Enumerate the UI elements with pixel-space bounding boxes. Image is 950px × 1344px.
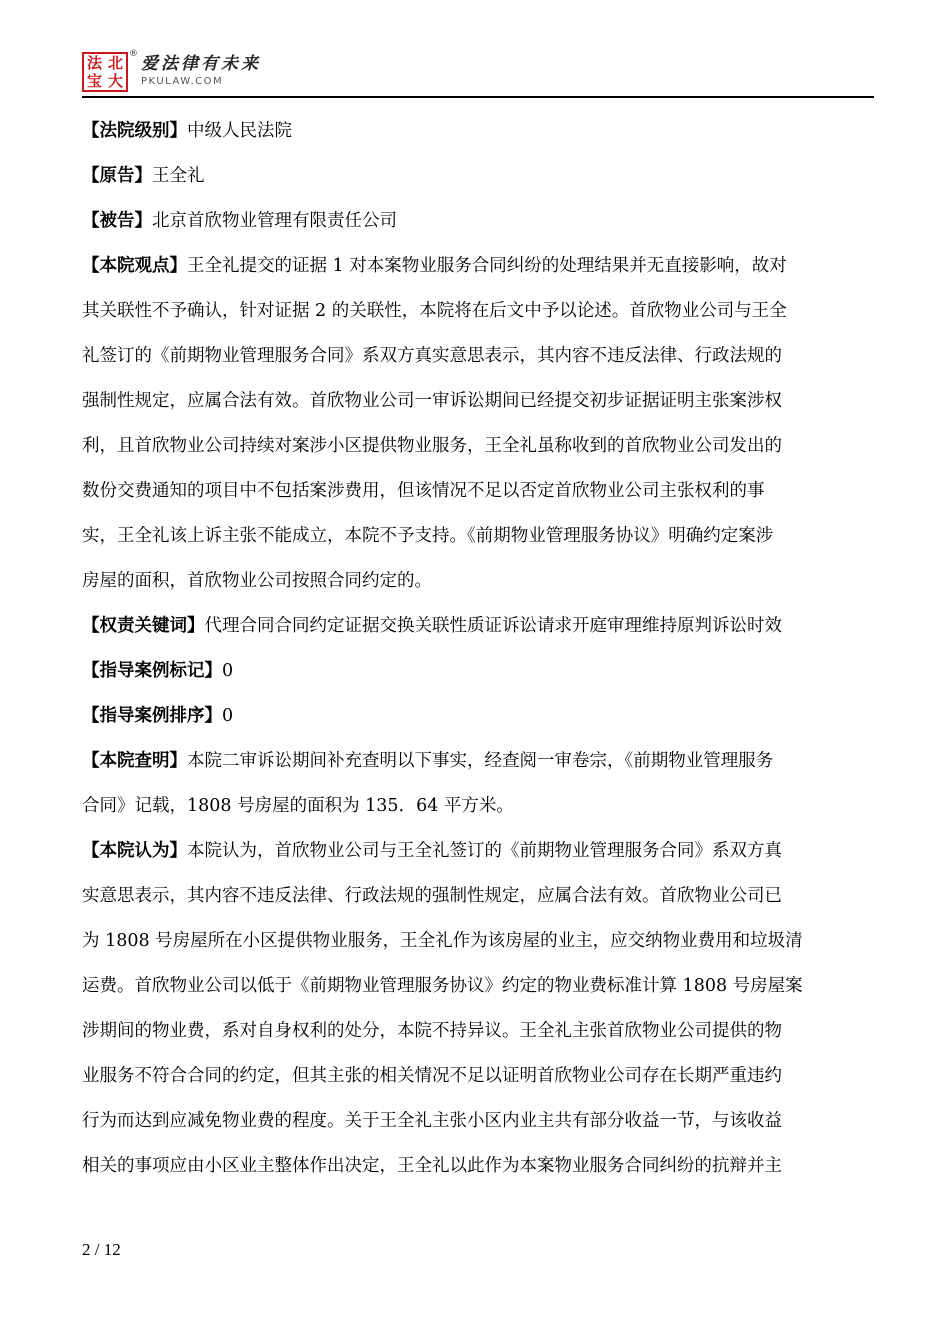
field-value: 数份交费通知的项目中不包括案涉费用，但该情况不足以否定首欣物业公司主张权利的事: [82, 481, 765, 501]
field-value: 礼签订的《前期物业管理服务合同》系双方真实意思表示，其内容不违反法律、行政法规的: [82, 346, 782, 366]
text-line: [82, 926, 878, 971]
field-label: 【权责关键词】: [82, 616, 205, 636]
field-label: 【原告】: [82, 166, 152, 186]
text-line: [82, 296, 878, 341]
seal-char: 大: [107, 72, 123, 90]
field-value: 0: [222, 661, 234, 681]
field-label: 【本院认为】: [82, 841, 187, 861]
text-line: [82, 1016, 878, 1061]
text-line: [82, 566, 878, 596]
registered-mark: ®: [129, 49, 138, 59]
field-value: 中级人民法院: [187, 121, 292, 141]
pkulaw-logo: [82, 49, 261, 92]
seal-char: 北: [107, 54, 123, 72]
text-line: [82, 1106, 878, 1151]
field-value: 行为而达到应减免物业费的程度。关于王全礼主张小区内业主共有部分收益一节，与该收益: [82, 1111, 782, 1131]
text-line: [82, 1061, 878, 1106]
brand-slogan: 爱法律有未来: [141, 54, 261, 74]
field-label: 【指导案例标记】: [82, 661, 222, 681]
text-line: [82, 971, 878, 1016]
seal-char: 宝: [86, 72, 102, 90]
field-value: 实意思表示，其内容不违反法律、行政法规的强制性规定，应属合法有效。首欣物业公司已: [82, 886, 782, 906]
text-line: [82, 881, 878, 926]
field-value: 涉期间的物业费，系对自身权利的处分，本院不持异议。王全礼主张首欣物业公司提供的物: [82, 1021, 782, 1041]
text-line: [82, 386, 878, 431]
field-label: 【被告】: [82, 211, 152, 231]
brand-text: [141, 52, 261, 88]
text-line: [82, 161, 878, 191]
field-label: 【法院级别】: [82, 121, 187, 141]
field-value: 合同》记载，1808 号房屋的面积为 135．64 平方米。: [82, 796, 514, 816]
document-body: [82, 116, 878, 1196]
field-value: 运费。首欣物业公司以低于《前期物业管理服务协议》约定的物业费标准计算 1808 号房屋案: [82, 976, 803, 996]
field-paragraph: [82, 116, 878, 146]
field-paragraph: [82, 161, 878, 191]
field-value: 本院认为，首欣物业公司与王全礼签订的《前期物业管理服务合同》系双方真: [187, 841, 782, 861]
field-paragraph: [82, 701, 878, 731]
field-value: 房屋的面积，首欣物业公司按照合同约定的。: [82, 571, 432, 591]
text-line: [82, 746, 878, 791]
field-paragraph: [82, 746, 878, 821]
field-value: 相关的事项应由小区业主整体作出决定，王全礼以此作为本案物业服务合同纠纷的抗辩并主: [82, 1156, 782, 1176]
field-value: 北京首欣物业管理有限责任公司: [152, 211, 397, 231]
text-line: [82, 206, 878, 236]
field-label: 【指导案例排序】: [82, 706, 222, 726]
text-line: [82, 836, 878, 881]
field-value: 其关联性不予确认，针对证据 2 的关联性，本院将在后文中予以论述。首欣物业公司与王全: [82, 301, 787, 321]
field-value: 0: [222, 706, 234, 726]
text-line: [82, 656, 878, 686]
text-line: [82, 116, 878, 146]
field-value: 实，王全礼该上诉主张不能成立，本院不予支持。《前期物业管理服务协议》明确约定案涉: [82, 526, 774, 546]
field-value: 利，且首欣物业公司持续对案涉小区提供物业服务，王全礼虽称收到的首欣物业公司发出的: [82, 436, 782, 456]
field-label: 【本院查明】: [82, 751, 187, 771]
text-line: [82, 521, 878, 566]
field-paragraph: [82, 656, 878, 686]
field-paragraph: [82, 206, 878, 236]
field-value: 王全礼提交的证据 1 对本案物业服务合同纠纷的处理结果并无直接影响，故对: [187, 256, 787, 276]
text-line: [82, 701, 878, 731]
page-header: [82, 49, 874, 98]
field-value: 强制性规定，应属合法有效。首欣物业公司一审诉讼期间已经提交初步证据证明主张案涉权: [82, 391, 782, 411]
page-number: 2 / 12: [82, 1240, 121, 1259]
seal-char: 法: [86, 54, 102, 72]
pkulaw-seal-icon: [82, 52, 128, 92]
header-divider: [82, 96, 874, 98]
field-label: 【本院观点】: [82, 256, 187, 276]
brand-domain: PKULAW.COM: [141, 76, 224, 87]
text-line: [82, 431, 878, 476]
field-value: 为 1808 号房屋所在小区提供物业服务，王全礼作为该房屋的业主，应交纳物业费用和垃圾清: [82, 931, 803, 951]
field-value: 代理合同合同约定证据交换关联性质证诉讼请求开庭审理维持原判诉讼时效: [204, 616, 782, 636]
text-line: [82, 251, 878, 296]
field-paragraph: [82, 251, 878, 596]
text-line: [82, 1151, 878, 1181]
text-line: [82, 791, 878, 821]
field-value: 王全礼: [152, 166, 205, 186]
text-line: [82, 341, 878, 386]
text-line: [82, 611, 878, 641]
field-value: 业服务不符合合同的约定，但其主张的相关情况不足以证明首欣物业公司存在长期严重违约: [82, 1066, 782, 1086]
field-paragraph: [82, 611, 878, 641]
field-paragraph: [82, 836, 878, 1181]
field-value: 本院二审诉讼期间补充查明以下事实，经查阅一审卷宗，《前期物业管理服务: [187, 751, 774, 771]
text-line: [82, 476, 878, 521]
